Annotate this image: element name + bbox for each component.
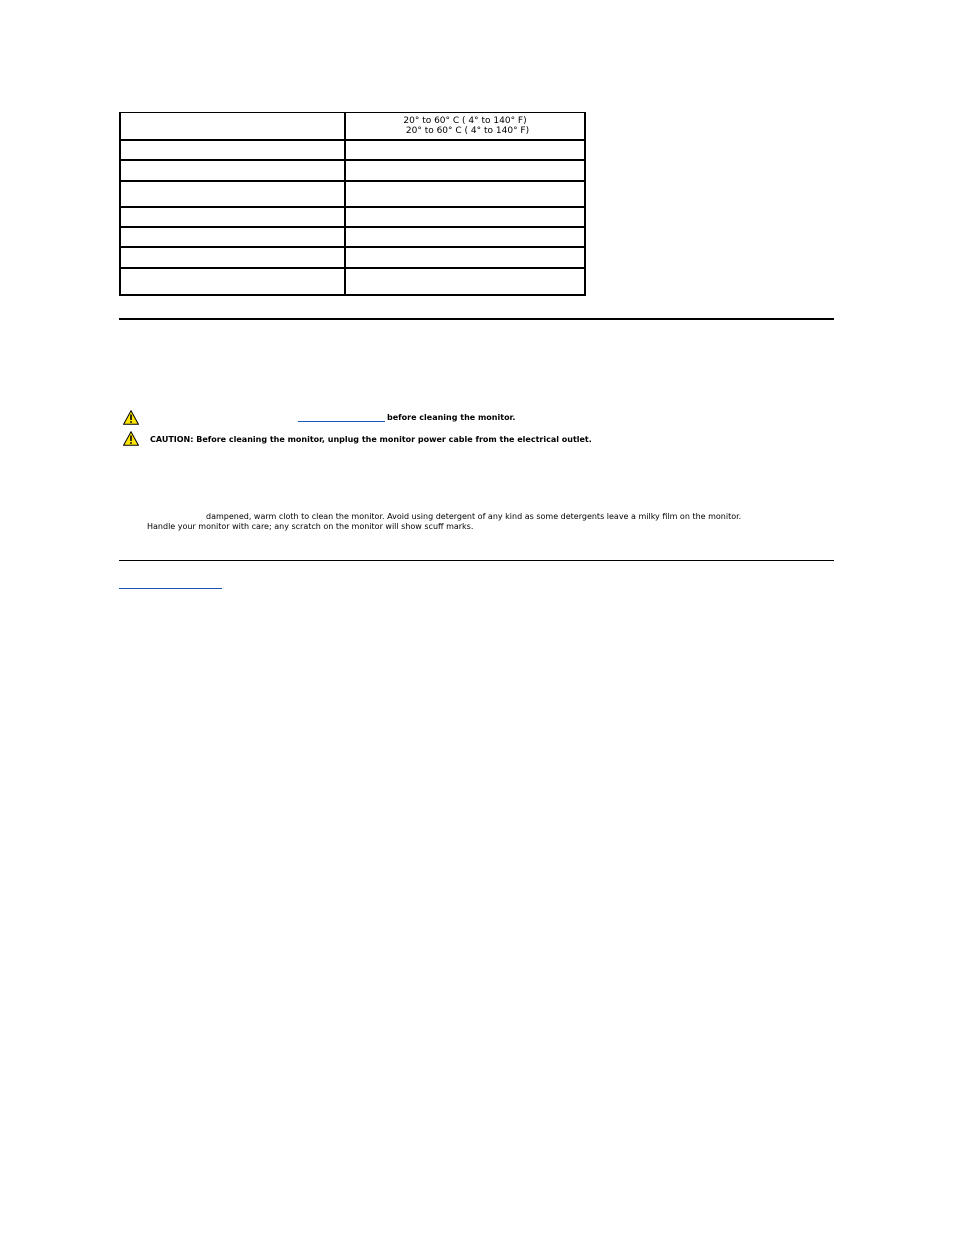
- caution-notice-2: [123, 431, 643, 447]
- table-row: [120, 247, 585, 268]
- spec-label: [120, 247, 345, 268]
- table-row: [120, 160, 585, 181]
- section-divider: [119, 318, 834, 320]
- spec-value: [345, 268, 585, 295]
- back-to-contents-link[interactable]: [119, 588, 222, 589]
- warning-triangle-icon: [123, 431, 139, 446]
- spec-value-line: 20° to 60° C ( 4° to 140° F): [405, 125, 530, 136]
- spec-label: [120, 160, 345, 181]
- warning-triangle-icon: [123, 410, 139, 425]
- spec-label: [120, 181, 345, 207]
- spec-value: [345, 160, 585, 181]
- specifications-table: [119, 112, 586, 296]
- spec-value: [345, 113, 585, 140]
- spec-label: [120, 113, 345, 140]
- spec-label: [120, 207, 345, 227]
- table-row: [120, 227, 585, 247]
- spec-value-line: 20° to 60° C ( 4° to 140° F): [403, 115, 527, 126]
- cleaning-paragraph-line: dampened, warm cloth to clean the monitor. Avoid using detergent of any kind as some detergents leave a milky film on the monitor.: [206, 512, 742, 521]
- caution-notice-1: [123, 410, 543, 426]
- table-row: [120, 140, 585, 160]
- spec-value: [345, 207, 585, 227]
- spec-label: [120, 268, 345, 295]
- spec-value: [345, 140, 585, 160]
- table-row: [120, 113, 585, 140]
- spec-value: [345, 247, 585, 268]
- spec-value: [345, 227, 585, 247]
- spec-label: [120, 140, 345, 160]
- spec-value: [345, 181, 585, 207]
- caution-text: CAUTION: Before cleaning the monitor, unplug the monitor power cable from the electrical outlet.: [150, 435, 592, 444]
- table-row: [120, 268, 585, 295]
- section-divider: [119, 560, 834, 561]
- caution-text: before cleaning the monitor.: [387, 413, 516, 422]
- table-row: [120, 207, 585, 227]
- table-row: [120, 181, 585, 207]
- spec-label: [120, 227, 345, 247]
- safety-instructions-link[interactable]: [298, 421, 385, 422]
- cleaning-paragraph-line: Handle your monitor with care; any scratch on the monitor will show scuff marks.: [147, 522, 474, 531]
